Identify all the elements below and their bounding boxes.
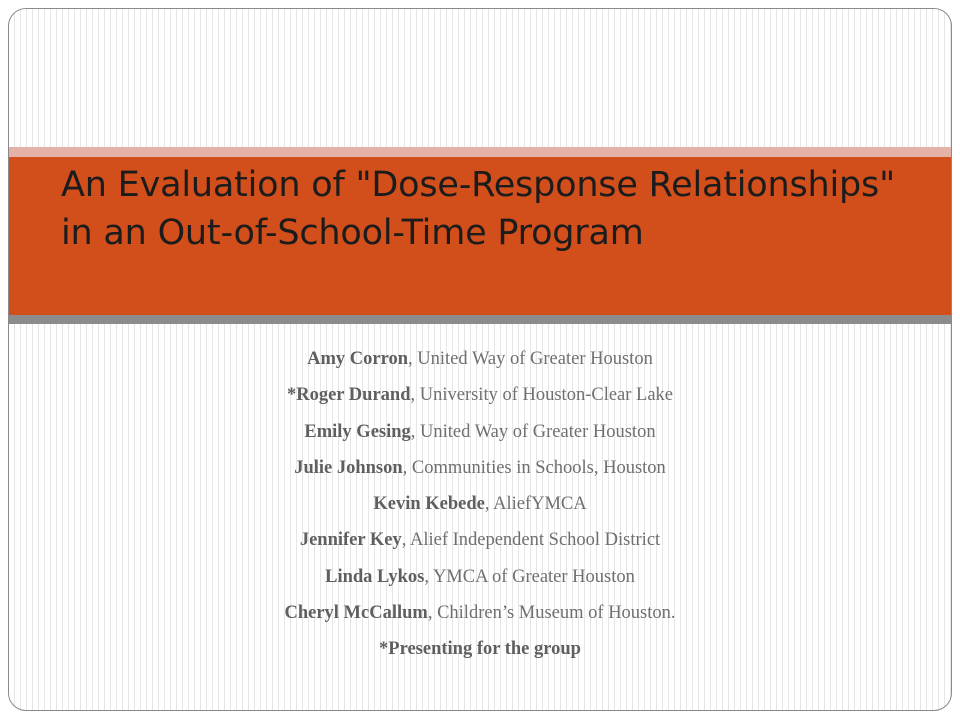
presenter-affiliation: , Communities in Schools, Houston <box>402 457 666 478</box>
slide-frame <box>8 8 952 711</box>
slide-title: An Evaluation of "Dose-Response Relationships" in an Out-of-School-Time Program <box>61 165 895 253</box>
presenter-affiliation: , University of Houston-Clear Lake <box>410 385 674 406</box>
presenting-note: *Presenting for the group <box>379 639 581 660</box>
presenter-affiliation: , United Way of Greater Houston <box>408 349 653 369</box>
presenter-affiliation: , YMCA of Greater Houston <box>424 566 635 587</box>
presenter-name: Amy Corron <box>307 349 409 369</box>
presenter-line <box>9 414 951 450</box>
presenter-name: Jennifer Key <box>299 530 402 551</box>
presenter-list <box>9 341 951 668</box>
presenter-affiliation: , United Way of Greater Houston <box>410 421 656 442</box>
presenter-line <box>9 595 951 631</box>
presenter-name: Julie Johnson <box>294 457 403 478</box>
presenter-name: *Roger Durand <box>286 385 411 406</box>
presenter-affiliation: , Alief Independent School District <box>401 530 661 551</box>
presenter-line <box>9 486 951 522</box>
presenter-affiliation: , AliefYMCA <box>484 494 587 515</box>
title-bottom-stripe <box>9 315 951 324</box>
presenter-line <box>9 377 951 413</box>
presenter-line <box>9 341 951 377</box>
presenter-line <box>9 450 951 486</box>
title-top-stripe <box>9 147 951 157</box>
presenter-line <box>9 522 951 558</box>
presenter-name: Cheryl McCallum <box>284 603 428 624</box>
presenter-name: Linda Lykos <box>325 566 425 587</box>
presenter-name: Kevin Kebede <box>373 494 485 515</box>
presenter-affiliation: , Children’s Museum of Houston. <box>427 603 676 624</box>
presenter-name: Emily Gesing <box>304 421 411 442</box>
presenter-line <box>9 559 951 595</box>
presenting-note-line <box>9 631 951 667</box>
